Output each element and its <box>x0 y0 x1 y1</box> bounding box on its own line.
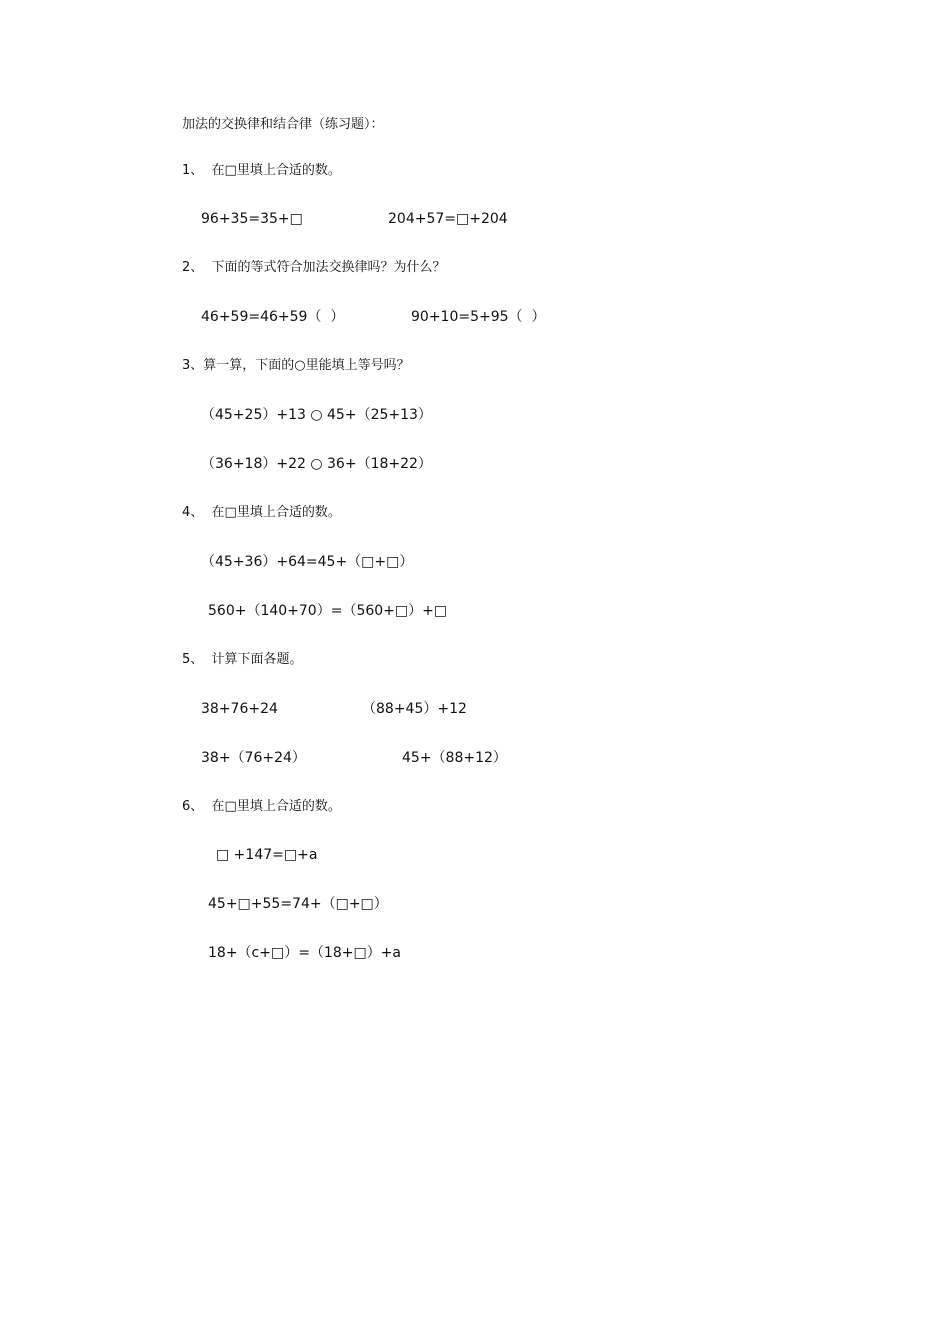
question-6-item-c: 18+（c+□）=（18+□）+a <box>208 945 402 961</box>
question-6-item-b: 45+□+55=74+（□+□） <box>208 896 388 912</box>
question-3-prompt: 3、算一算，下面的○里能填上等号吗？ <box>182 358 410 373</box>
question-3-item-a: （45+25）+13 ○ 45+（25+13） <box>201 407 432 423</box>
worksheet-title: 加法的交换律和结合律（练习题）： <box>182 117 384 132</box>
question-2-prompt: 2、 下面的等式符合加法交换律吗？为什么？ <box>182 260 446 275</box>
question-5-prompt: 5、 计算下面各题。 <box>182 652 303 667</box>
question-1-item-b: 204+57=□+204 <box>388 211 508 227</box>
question-2-item-a: 46+59=46+59（ ） <box>201 309 345 325</box>
question-1-prompt: 1、 在□里填上合适的数。 <box>182 163 341 178</box>
question-6-item-a: □ +147=□+a <box>216 847 318 863</box>
question-4-item-b: 560+（140+70）=（560+□）+□ <box>208 603 448 619</box>
question-6-prompt: 6、 在□里填上合适的数。 <box>182 799 341 814</box>
question-2-item-b: 90+10=5+95（ ） <box>411 309 546 325</box>
question-5-item-a: 38+76+24 <box>201 701 278 717</box>
question-5-item-c: 38+（76+24） <box>201 750 306 766</box>
question-4-item-a: （45+36）+64=45+（□+□） <box>201 554 414 570</box>
question-4-prompt: 4、 在□里填上合适的数。 <box>182 505 341 520</box>
question-3-item-b: （36+18）+22 ○ 36+（18+22） <box>201 456 432 472</box>
question-5-item-b: （88+45）+12 <box>362 701 467 717</box>
question-1-item-a: 96+35=35+□ <box>201 211 303 227</box>
question-5-item-d: 45+（88+12） <box>402 750 507 766</box>
